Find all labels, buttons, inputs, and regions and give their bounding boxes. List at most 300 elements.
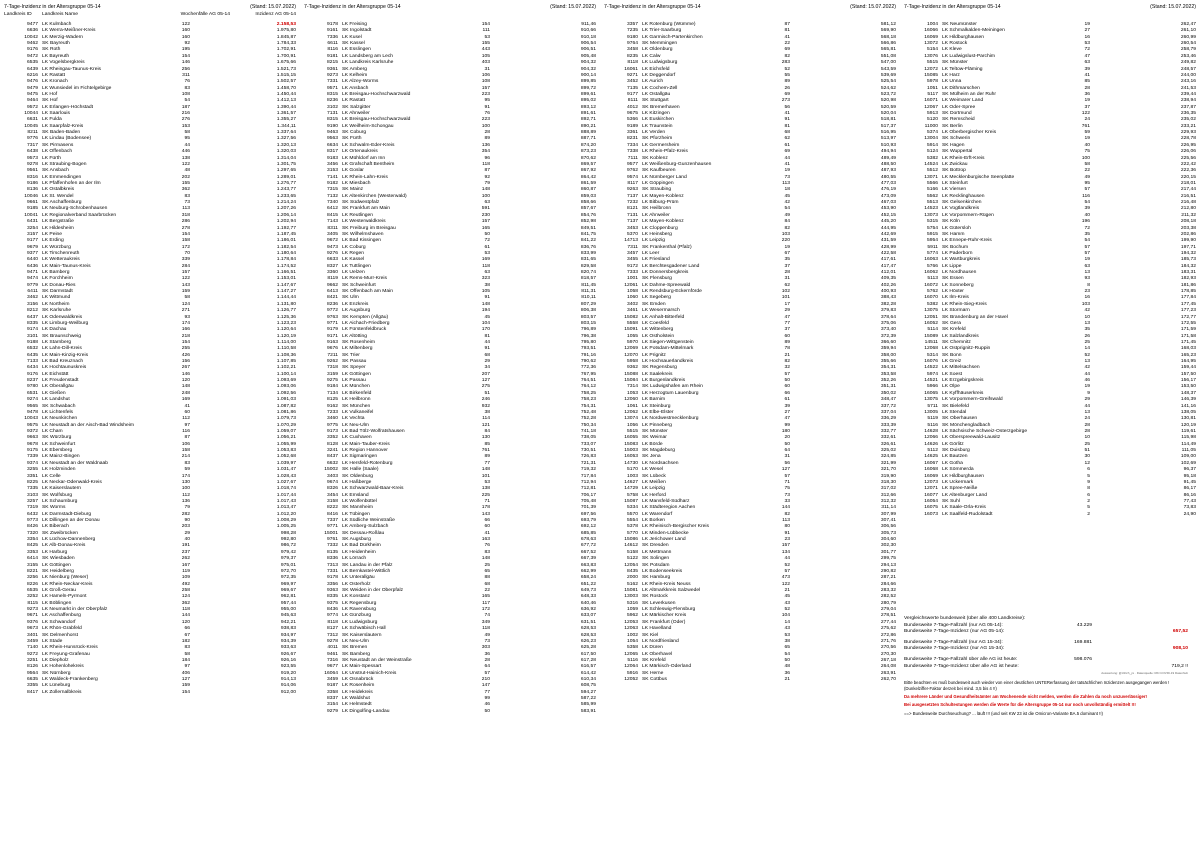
table-row (904, 512, 1200, 518)
incidence-value: 1.178,84 (276, 257, 296, 263)
landkreis-name: SK Chemnitz (942, 339, 971, 345)
weekly-cases: 29 (784, 308, 790, 314)
incidence-value: 382,28 (880, 301, 896, 307)
weekly-cases: 111 (482, 28, 490, 34)
weekly-cases: 85 (1084, 79, 1090, 85)
incidence-value: 1.355,27 (276, 117, 296, 123)
landkreis-name: LK Bodenseekreis (642, 568, 683, 574)
landkreis-name: LK Barnim (642, 397, 666, 403)
incidence-value: 260,99 (1180, 34, 1196, 40)
weekly-cases: 50 (784, 657, 790, 663)
incidence-value: 649,73 (580, 587, 596, 593)
weekly-cases: 97 (184, 664, 190, 670)
landkreis-name: LK Dachau (42, 327, 67, 333)
title-text: 7-Tage-Inzidenz in der Altersgruppe 05-14 (604, 4, 701, 10)
landkreis-id: 3102 (327, 104, 338, 110)
weekly-cases: 144 (781, 505, 790, 511)
landkreis-name: LK Heinsberg (642, 231, 672, 237)
weekly-cases: 223 (481, 91, 490, 97)
landkreis-id: 5314 (927, 352, 938, 358)
landkreis-id: 7339 (27, 454, 38, 460)
incidence-value: 795,80 (580, 339, 596, 345)
incidence-value: 203,38 (1180, 225, 1196, 231)
weekly-cases: 83 (484, 549, 490, 555)
landkreis-name: SK Hamm (942, 231, 965, 237)
landkreis-id: 16066 (924, 28, 938, 34)
weekly-cases: 46 (484, 702, 490, 708)
weekly-cases: 44 (184, 142, 190, 148)
landkreis-name: LK Hildesheim (42, 225, 74, 231)
incidence-value: 226,95 (1180, 142, 1196, 148)
landkreis-name: LK Spree-Neiße (942, 486, 978, 492)
summary-row: Bundesweite 7-Tage-Inzidenz (nur AG 15-34): 908,10 (904, 646, 1188, 652)
incidence-value: 1.515,15 (276, 72, 296, 78)
landkreis-name: LK Freising (342, 22, 367, 27)
landkreis-id: 7331 (327, 79, 338, 85)
weekly-cases: 35 (1084, 327, 1090, 333)
incidence-value: 412,01 (880, 270, 896, 276)
weekly-cases: 19 (1084, 384, 1090, 390)
landkreis-id: 15003 (624, 448, 638, 454)
weekly-cases: 37 (784, 327, 790, 333)
incidence-value: 685,85 (580, 530, 596, 536)
incidence-value: 417,47 (880, 263, 896, 269)
incidence-value: 216,51 (1180, 193, 1196, 199)
landkreis-name: SK Augsburg (342, 537, 371, 543)
landkreis-name: LK Saarpfalz-Kreis (42, 123, 84, 129)
landkreis-name: LK Börde (642, 441, 663, 447)
incidence-value: 353,58 (880, 371, 896, 377)
landkreis-name: SK Schwerin (942, 136, 971, 142)
incidence-value: 237,87 (1180, 104, 1196, 110)
weekly-cases: 95 (1084, 180, 1090, 186)
incidence-value: 914,13 (280, 677, 296, 683)
incidence-value: 233,21 (1180, 123, 1196, 129)
landkreis-name: LK Pfaffenhofen an der Ilm (42, 180, 101, 186)
landkreis-name: LK Passau (342, 378, 366, 384)
weekly-cases: 167 (181, 562, 190, 568)
landkreis-id: 9678 (27, 441, 38, 447)
landkreis-id: 6413 (327, 289, 338, 295)
incidence-value: 899,85 (580, 79, 596, 85)
weekly-cases: 38 (484, 409, 490, 415)
weekly-cases: 24 (1084, 416, 1090, 422)
incidence-value: 332,61 (880, 435, 896, 441)
landkreis-name: SK Potsdam (642, 562, 670, 568)
incidence-value: 130,81 (1180, 416, 1196, 422)
landkreis-id: 6434 (27, 365, 38, 371)
landkreis-name: LK Donau-Ries (42, 282, 76, 288)
landkreis-id: 9374 (27, 460, 38, 466)
weekly-cases: 31 (784, 276, 790, 282)
weekly-cases: 136 (481, 142, 490, 148)
weekly-cases: 180 (781, 429, 790, 434)
weekly-cases: 282 (181, 511, 190, 517)
incidence-value: 177,84 (1180, 295, 1196, 301)
incidence-value: 888,89 (580, 130, 596, 136)
incidence-value: 348,47 (880, 397, 896, 403)
landkreis-name: LK Ebersberg (42, 448, 73, 454)
landkreis-name: LK Emmendingen (42, 174, 82, 180)
incidence-value: 811,45 (581, 282, 596, 288)
incidence-value: 138,05 (1180, 409, 1196, 415)
landkreis-name: LK Zollernalbkreis (42, 689, 82, 695)
incidence-value: 375,06 (880, 320, 896, 326)
weekly-cases: 73 (484, 638, 490, 644)
incidence-value: 1.125,36 (276, 314, 296, 320)
landkreis-name: LK Kusel (342, 34, 362, 40)
weekly-cases: 95 (484, 98, 490, 104)
landkreis-id: 3353 (27, 549, 38, 555)
incidence-value: 473,09 (880, 193, 896, 199)
landkreis-id: 6633 (327, 257, 338, 263)
weekly-cases: 41 (784, 161, 790, 167)
landkreis-name: LK Reutlingen (342, 212, 374, 218)
landkreis-name: LK Ahrweiler (342, 111, 370, 117)
weekly-cases: 67 (784, 250, 790, 256)
weekly-cases: 237 (181, 549, 190, 555)
incidence-value: 115,98 (1181, 435, 1196, 441)
incidence-value: 1.120,64 (276, 327, 296, 333)
incidence-value: 1.039,97 (276, 460, 296, 466)
weekly-cases: 89 (784, 339, 790, 345)
landkreis-name: LK Ravensburg (342, 607, 377, 613)
weekly-cases: 72 (1084, 225, 1090, 231)
weekly-cases: 9 (1087, 479, 1090, 485)
weekly-cases: 52 (1084, 352, 1090, 358)
landkreis-name: LK Ennepe-Ruhr-Kreis (942, 238, 992, 244)
incidence-value: 887,71 (580, 136, 596, 142)
incidence-value: 373,40 (880, 327, 896, 333)
incidence-value: 1.028,43 (276, 473, 296, 479)
landkreis-id: 8231 (627, 136, 638, 142)
landkreis-name: SK Ulm (342, 295, 359, 301)
incidence-value: 1.412,13 (276, 98, 296, 104)
incidence-value: 177,45 (1180, 301, 1196, 307)
weekly-cases: 165 (481, 594, 490, 600)
summary-row: Bundesweite 7-Tage-Fallzahl (nur AG 05-14): 43.229 (904, 622, 1092, 628)
weekly-cases: 323 (481, 276, 490, 282)
landkreis-name: LK Böblingen (42, 600, 72, 606)
incidence-value: 1.675,66 (276, 60, 296, 66)
incidence-value: 111,05 (1181, 448, 1196, 454)
incidence-value: 317,02 (880, 486, 896, 492)
landkreis-id: 6439 (27, 66, 38, 72)
weekly-cases: 87 (784, 22, 790, 27)
landkreis-name: SK Bremerhaven (642, 104, 680, 110)
landkreis-name: SK Aschaffenburg (42, 200, 82, 206)
incidence-value: 568,18 (880, 34, 896, 40)
landkreis-id: 1059 (627, 607, 638, 613)
landkreis-id: 9177 (27, 238, 38, 244)
weekly-cases: 48 (184, 168, 190, 174)
landkreis-id: 3401 (27, 632, 38, 638)
weekly-cases: 100 (181, 486, 190, 492)
incidence-value: 168,03 (1180, 346, 1196, 352)
weekly-cases: 73 (784, 174, 790, 180)
landkreis-id: 9279 (327, 708, 338, 714)
incidence-value: 631,51 (580, 619, 596, 625)
landkreis-name: LK Neuburg-Schrobenhausen (42, 206, 108, 212)
incidence-value: 926,67 (280, 651, 296, 657)
landkreis-id: 9776 (27, 136, 38, 142)
landkreis-name: LK Rheingau-Taunus-Kreis (42, 66, 102, 72)
landkreis-name: SK Wolfsburg (42, 492, 73, 498)
landkreis-id: 7311 (627, 244, 638, 250)
incidence-value: 962,81 (280, 594, 296, 600)
landkreis-name: LK Osterholz (342, 581, 371, 587)
incidence-value: 1.110,58 (277, 346, 296, 352)
weekly-cases: 169 (481, 257, 490, 263)
landkreis-name: LK Uckermark (942, 479, 974, 485)
weekly-cases: 25 (1084, 339, 1090, 345)
incidence-value: 336,29 (880, 416, 896, 422)
landkreis-name: LK Trier-Saarburg (642, 28, 682, 34)
weekly-cases: 143 (181, 282, 190, 288)
incidence-value: 73,83 (1183, 505, 1196, 511)
incidence-value: 476,19 (880, 187, 896, 193)
weekly-cases: 19 (784, 168, 790, 174)
landkreis-name: SK Rostock (642, 594, 668, 600)
landkreis-name: LK Ostholstein (642, 333, 675, 339)
weekly-cases: 84 (784, 219, 790, 225)
incidence-value: 790,62 (580, 359, 596, 365)
weekly-cases: 14 (1084, 346, 1090, 352)
incidence-value: 272,86 (880, 632, 896, 638)
landkreis-name: LK Region Hannover (342, 448, 388, 454)
landkreis-id: 5170 (627, 467, 638, 473)
landkreis-name: SK Krefeld (642, 657, 666, 663)
incidence-value: 350,02 (880, 390, 896, 396)
landkreis-id: 10043 (24, 416, 38, 422)
landkreis-id: 9780 (27, 384, 38, 390)
landkreis-id: 7232 (627, 200, 638, 206)
landkreis-id: 5711 (927, 403, 938, 409)
landkreis-name: LK Konstanz (342, 594, 370, 600)
incidence-value: 1.013,47 (276, 505, 296, 511)
landkreis-name: LK Cochem-Zell (642, 85, 678, 91)
incidence-value: 262,70 (880, 677, 896, 683)
landkreis-id: 8235 (627, 53, 638, 59)
landkreis-name: LK Rhön-Grabfeld (42, 626, 82, 632)
incidence-value: 1.093,06 (276, 384, 296, 390)
landkreis-name: SK Halle (Saale) (342, 467, 379, 473)
landkreis-name: LK Diepholz (42, 657, 69, 663)
landkreis-name: LK Fulda (42, 117, 62, 123)
landkreis-name: LK Leipzig (642, 486, 666, 492)
landkreis-name: LK Wesel (642, 467, 664, 473)
incidence-value: 738,05 (580, 435, 596, 441)
landkreis-name: LK Herzogtum Lauenburg (642, 390, 699, 396)
incidence-value: 326,61 (880, 441, 896, 447)
landkreis-name: LK Lippe (942, 263, 962, 269)
landkreis-id: 9375 (327, 600, 338, 606)
incidence-value: 1.233,65 (276, 193, 296, 199)
landkreis-id: 7336 (327, 34, 338, 40)
weekly-cases: 36 (484, 651, 490, 657)
landkreis-name: LK Weißenburg-Gunzenhausen (642, 161, 712, 167)
landkreis-id: 5114 (927, 327, 938, 333)
landkreis-id: 9173 (327, 429, 338, 434)
landkreis-id: 6440 (27, 257, 38, 263)
incidence-value: 453,90 (880, 206, 896, 212)
landkreis-name: LK Bamberg (42, 270, 70, 276)
incidence-value: 1.100,14 (276, 371, 296, 377)
landkreis-name: SK Suhl (942, 498, 960, 504)
landkreis-name: LK Oder-Spree (942, 104, 976, 110)
weekly-cases: 62 (784, 282, 790, 288)
weekly-cases: 49 (484, 632, 490, 638)
weekly-cases: 52 (784, 66, 790, 72)
landkreis-id: 8128 (327, 441, 338, 447)
landkreis-name: LK Lindau (Bodensee) (42, 136, 92, 142)
incidence-value: 829,58 (580, 263, 596, 269)
landkreis-name: SK Speyer (342, 365, 366, 371)
weekly-cases: 41 (784, 34, 790, 40)
incidence-value: 667,52 (580, 549, 596, 555)
weekly-cases: 105 (481, 289, 490, 295)
landkreis-name: LK Werra-Meißner-Kreis (42, 28, 96, 34)
incidence-value: 701,39 (580, 505, 596, 511)
landkreis-id: 7111 (627, 155, 638, 161)
incidence-value: 262,47 (1180, 22, 1196, 27)
incidence-value: 1.214,24 (276, 200, 296, 206)
landkreis-id: 9179 (327, 327, 338, 333)
landkreis-name: SK Lübeck (642, 473, 666, 479)
landkreis-id: 5116 (927, 422, 938, 428)
landkreis-id: 5915 (927, 231, 938, 237)
incidence-value: 355,66 (880, 359, 896, 365)
incidence-value: 182,93 (1180, 276, 1196, 282)
landkreis-name: LK Erlangen-Höchstadt (42, 104, 94, 110)
weekly-cases: 194 (481, 308, 490, 314)
incidence-value: 319,90 (880, 473, 896, 479)
landkreis-name: LK Rastatt (342, 98, 366, 104)
landkreis-id: 8316 (27, 174, 38, 180)
weekly-cases: 49 (784, 212, 790, 218)
incidence-value: 243,16 (1180, 79, 1196, 85)
weekly-cases: 91 (484, 104, 490, 110)
landkreis-id: 5515 (627, 429, 638, 434)
landkreis-id: 9476 (27, 79, 38, 85)
weekly-cases: 38 (784, 638, 790, 644)
weekly-cases: 103 (781, 231, 790, 237)
incidence-value: 520,59 (880, 104, 896, 110)
landkreis-id: 7141 (327, 174, 338, 180)
landkreis-id: 5374 (927, 130, 938, 136)
landkreis-id: 13073 (924, 212, 938, 218)
weekly-cases: 74 (484, 613, 490, 619)
landkreis-name: LK Bad Dürkheim (342, 543, 381, 549)
landkreis-name: SK Karlsruhe (42, 308, 72, 314)
landkreis-id: 5515 (927, 60, 938, 66)
landkreis-name: LK Vorpommern-Rügen (942, 212, 994, 218)
landkreis-name: LK Mansfeld-Südharz (642, 498, 690, 504)
incidence-value: 539,69 (880, 72, 896, 78)
landkreis-id: 9676 (327, 346, 338, 352)
weekly-cases: 362 (181, 600, 190, 606)
incidence-value: 302,30 (880, 543, 896, 549)
landkreis-id: 5954 (927, 238, 938, 244)
weekly-cases: 58 (184, 295, 190, 301)
incidence-value: 354,31 (880, 365, 896, 371)
incidence-value: 1.361,57 (276, 111, 296, 117)
incidence-value: 1.147,67 (276, 282, 296, 288)
weekly-cases: 187 (181, 104, 190, 110)
incidence-value: 1.187,45 (276, 231, 296, 237)
landkreis-id: 9362 (627, 365, 638, 371)
landkreis-id: 5382 (927, 155, 938, 161)
weekly-cases: 31 (484, 66, 490, 72)
incidence-value: 934,39 (280, 638, 296, 644)
landkreis-name: LK Deggendorf (642, 72, 676, 78)
landkreis-id: 3252 (27, 594, 38, 600)
weekly-cases: 158 (181, 238, 190, 244)
incidence-value: 428,99 (880, 244, 896, 250)
landkreis-id: 10045 (24, 123, 38, 129)
incidence-value: 741,18 (580, 429, 596, 434)
landkreis-name: LK Sächsische Schweiz-Osterzgebirge (942, 429, 1028, 434)
incidence-value: 417,61 (880, 257, 896, 263)
weekly-cases: 58 (1084, 161, 1090, 167)
landkreis-name: LK Breisgau-Hochschwarzwald (342, 117, 411, 123)
landkreis-id: 5158 (627, 549, 638, 555)
incidence-value: 236,35 (1180, 111, 1196, 117)
landkreis-name: LK Helmstedt (342, 702, 372, 708)
incidence-value: 914,06 (280, 683, 296, 689)
incidence-value: 841,75 (580, 231, 596, 237)
table-row (604, 677, 900, 683)
incidence-value: 899,61 (580, 91, 596, 97)
landkreis-id: 14625 (924, 454, 938, 460)
landkreis-name: LK Burgenlandkreis (642, 378, 686, 384)
landkreis-name: LK Leipzig (642, 238, 666, 244)
weekly-cases: 120 (181, 378, 190, 384)
weekly-cases: 102 (781, 289, 790, 295)
incidence-value: 1.092,56 (276, 390, 296, 396)
landkreis-id: 9376 (27, 619, 38, 625)
incidence-value: 284,66 (880, 581, 896, 587)
landkreis-name: LK Ostprignitz-Ruppin (942, 346, 991, 352)
incidence-value: 352,26 (880, 378, 896, 384)
landkreis-name: LK Stendal (942, 409, 967, 415)
landkreis-id: 16072 (924, 282, 938, 288)
landkreis-id: 3358 (327, 689, 338, 695)
landkreis-id: 7235 (627, 28, 638, 34)
incidence-value: 565,81 (880, 47, 896, 53)
incidence-value: 752,48 (580, 409, 596, 415)
incidence-value: 148,37 (1180, 390, 1196, 396)
incidence-value: 942,21 (280, 619, 296, 625)
incidence-value: 321,70 (880, 467, 896, 473)
weekly-cases: 28 (484, 130, 490, 136)
landkreis-id: 16071 (924, 98, 938, 104)
incidence-value: 520,04 (880, 111, 896, 117)
landkreis-name: SK Kaiserslautern (342, 632, 382, 638)
incidence-value: 452,15 (880, 212, 896, 218)
landkreis-name: LK Dahme-Spreewald (642, 282, 691, 288)
landkreis-id: 9463 (327, 130, 338, 136)
landkreis-id: 15088 (624, 371, 638, 377)
landkreis-id: 9475 (27, 91, 38, 97)
landkreis-name: LK Düren (642, 645, 663, 651)
landkreis-id: 3460 (327, 416, 338, 422)
weekly-cases: 44 (784, 155, 790, 161)
weekly-cases: 473 (781, 575, 790, 581)
weekly-cases: 118 (482, 263, 490, 269)
landkreis-id: 9273 (27, 607, 38, 613)
landkreis-id: 9474 (27, 276, 38, 282)
